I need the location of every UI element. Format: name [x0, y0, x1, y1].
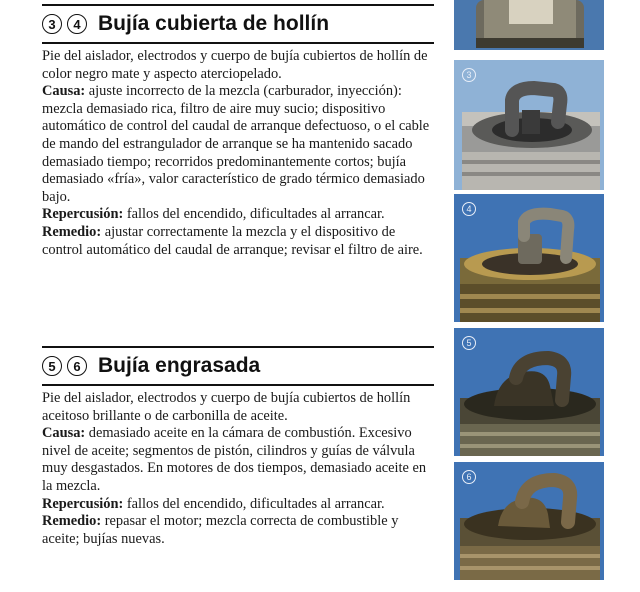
section-soot-covered-plug	[42, 4, 434, 259]
remedy-label: Remedio:	[42, 223, 102, 240]
section-oily-plug	[42, 346, 434, 548]
cause-label: Causa:	[42, 425, 86, 442]
number-badge: 6	[67, 356, 87, 376]
section-title: Bujía engrasada	[98, 354, 261, 377]
photo-number-3: 3	[462, 68, 476, 82]
cause-paragraph	[42, 83, 434, 206]
effect-label: Repercusión:	[42, 495, 124, 512]
section-heading	[42, 348, 434, 384]
photo-number-6: 6	[462, 470, 476, 484]
remedy-text: ajustar correctamente la mezcla y el dispositivo de control automático del caudal de arranque; revisar el filtro de aire.	[42, 223, 423, 258]
photo-column	[454, 0, 604, 592]
section-body	[42, 48, 434, 259]
effect-label: Repercusión:	[42, 206, 124, 223]
remedy-label: Remedio:	[42, 513, 102, 530]
cause-text: ajuste incorrecto de la mezcla (carburador, inyección): mezcla demasiado rica, filtro de aire muy sucio; dispositivo automático de control del caudal de arranque defectuoso, o el cable de mando del estrangulador de arranque se ha mantenido sacado demasiado tiempo; recorridos predominantemente cortos; bujía demasiado «fría», valor característico de grado térmico demasiado bajo.	[42, 83, 430, 205]
spark-plug-photo-4	[454, 194, 604, 322]
remedy-paragraph	[42, 513, 434, 548]
photo-number-5: 5	[462, 336, 476, 350]
heading-rule	[42, 384, 434, 386]
effect-text: fallos del encendido, dificultades al arrancar.	[123, 495, 385, 512]
remedy-paragraph	[42, 224, 434, 259]
description-paragraph: Pie del aislador, electrodos y cuerpo de bujía cubiertos de hollín de color negro mate y aspecto aterciopelado.	[42, 48, 428, 82]
section-title: Bujía cubierta de hollín	[98, 12, 330, 35]
effect-paragraph	[42, 206, 434, 224]
cause-text: demasiado aceite en la cámara de combustión. Excesivo nivel de aceite; segmentos de pistón, cilindros y guías de válvula muy desgastados. En motores de dos tiempos, demasiado aceite en la mezcla.	[42, 425, 427, 494]
number-badge: 5	[42, 356, 62, 376]
spark-plug-photo-5	[454, 328, 604, 456]
spark-plug-photo-6	[454, 462, 604, 580]
section-heading	[42, 6, 434, 42]
remedy-text: repasar el motor; mezcla correcta de combustible y aceite; bujías nuevas.	[42, 513, 399, 547]
description-paragraph: Pie del aislador, electrodos y cuerpo de bujía cubiertos de hollín aceitoso brillante o de carbonilla de aceite.	[42, 390, 411, 424]
heading-rule	[42, 42, 434, 44]
effect-paragraph	[42, 496, 434, 514]
effect-text: fallos del encendido, dificultades al arrancar.	[123, 206, 385, 223]
photo-number-4: 4	[462, 202, 476, 216]
number-badge: 3	[42, 14, 62, 34]
cause-paragraph	[42, 425, 434, 495]
spark-plug-photo-3	[454, 60, 604, 190]
section-body	[42, 390, 434, 548]
number-badge: 4	[67, 14, 87, 34]
spark-plug-photo-top	[454, 0, 604, 50]
cause-label: Causa:	[42, 83, 86, 100]
